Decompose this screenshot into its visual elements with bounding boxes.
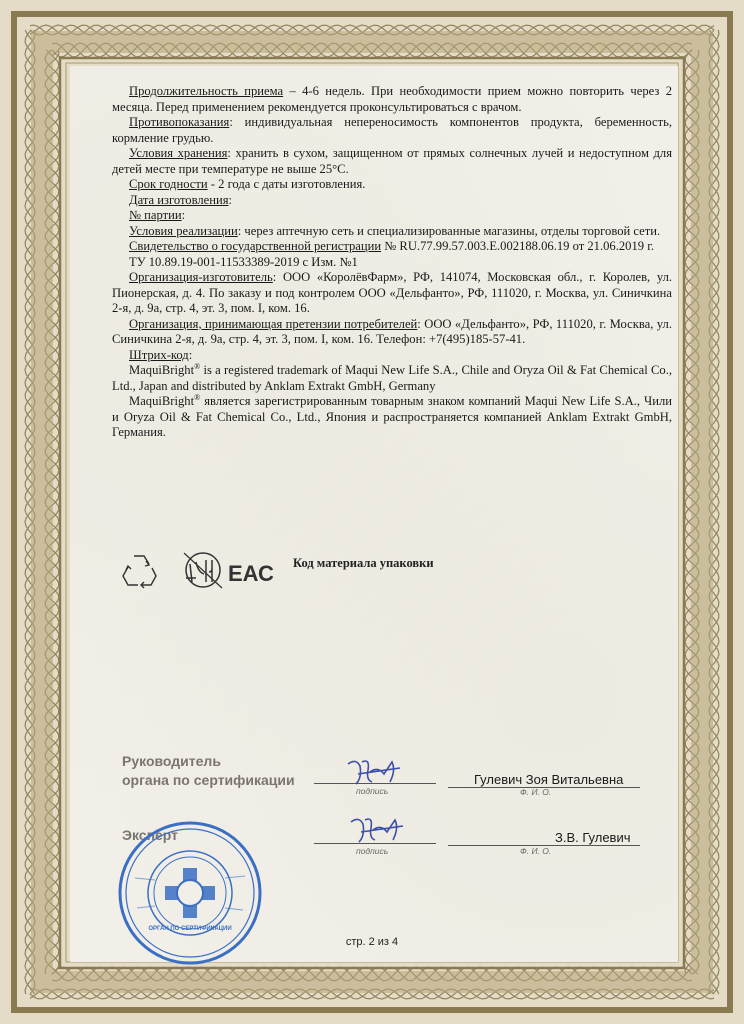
packaging-icons xyxy=(118,548,288,600)
barcode: Штрих-код: xyxy=(129,347,193,362)
technical-spec: ТУ 10.89.19-001-11533389-2019 с Изм. №1 xyxy=(129,254,358,269)
trademark-en: MaquiBright® is a registered trademark of Maqui New Life S.A., Chile and Oryza Oil & Fat Chemical Co., Ltd., Japan and distributed by Anklam Extrakt GmbH, Germany xyxy=(112,361,672,393)
expert-label: Эксперт xyxy=(122,827,179,843)
expert-fio-hint: Ф. И. О. xyxy=(520,846,552,856)
stamp-center-text: ОРГАН ПО СЕРТИФИКАЦИИ xyxy=(148,926,232,932)
intake-duration: Продолжительность приема – 4-6 недель. При необходимости прием можно повторить через 2 месяца. Перед применением рекомендуется проконсультироваться с врачом. xyxy=(112,84,672,114)
manufacturer: Организация-изготовитель: ООО «КоролёвФарм», РФ, 141074, Московская обл., г. Королев, ул. Пионерская, д. 4. По заказу и под контролем ООО «Дельфанто», РФ, 111020, г. Москва, ул. Синичкина 2-я, д. 9а, стр. 4, эт. 3, пом. I, ком. 16. xyxy=(112,270,672,315)
contraindications: Противопоказания: индивидуальная непереносимость компонентов продукта, беременность, кормление грудью. xyxy=(112,115,672,145)
claims-organization: Организация, принимающая претензии потребителей: ООО «Дельфанто», РФ, 111020, г. Москва, ул. Синичкина 2-я, д. 9а, стр. 4, эт. 3, пом. I, ком. 16. Телефон: +7(495)185-57-41. xyxy=(112,316,672,346)
expert-signature-hint: подпись xyxy=(356,846,389,856)
sales-conditions: Условия реализации: через аптечную сеть и специализированные магазины, отделы торговой сети. xyxy=(129,223,661,238)
recycle-icon xyxy=(123,556,156,588)
head-signature-hint: подпись xyxy=(356,786,389,796)
head-name: Гулевич Зоя Витальевна xyxy=(474,772,624,787)
registration-certificate: Свидетельство о государственной регистрации № RU.77.99.57.003.Е.002188.06.19 от 21.06.2019 г. xyxy=(129,239,655,253)
expert-name: З.В. Гулевич xyxy=(555,830,631,845)
eac-mark: ЕАС xyxy=(228,561,274,586)
storage-conditions: Условия хранения: хранить в сухом, защищенном от прямых солнечных лучей и недоступном для детей месте при температуре не выше 25°С. xyxy=(112,146,672,176)
head-signature xyxy=(340,752,410,790)
packaging-code-label: Код материала упаковки xyxy=(293,556,434,570)
batch-number: № партии: xyxy=(129,208,186,222)
page-number: стр. 2 из 4 xyxy=(345,936,399,948)
expert-signature xyxy=(345,810,415,848)
food-contact-icon xyxy=(184,553,222,588)
production-date: Дата изготовления: xyxy=(129,192,233,207)
head-title: Руководитель органа по сертификации xyxy=(122,753,295,788)
shelf-life: Срок годности - 2 года с даты изготовления. xyxy=(129,177,366,191)
document-body xyxy=(112,84,672,441)
trademark-ru: MaquiBright® является зарегистрированным товарным знаком компаний Maqui New Life S.A., Чили и Oryza Oil & Fat Chemical Co., Ltd., Япония и распространяется компанией Anklam Extrakt GmbH, Германия. xyxy=(112,392,672,439)
head-fio-hint: Ф. И. О. xyxy=(520,787,552,797)
